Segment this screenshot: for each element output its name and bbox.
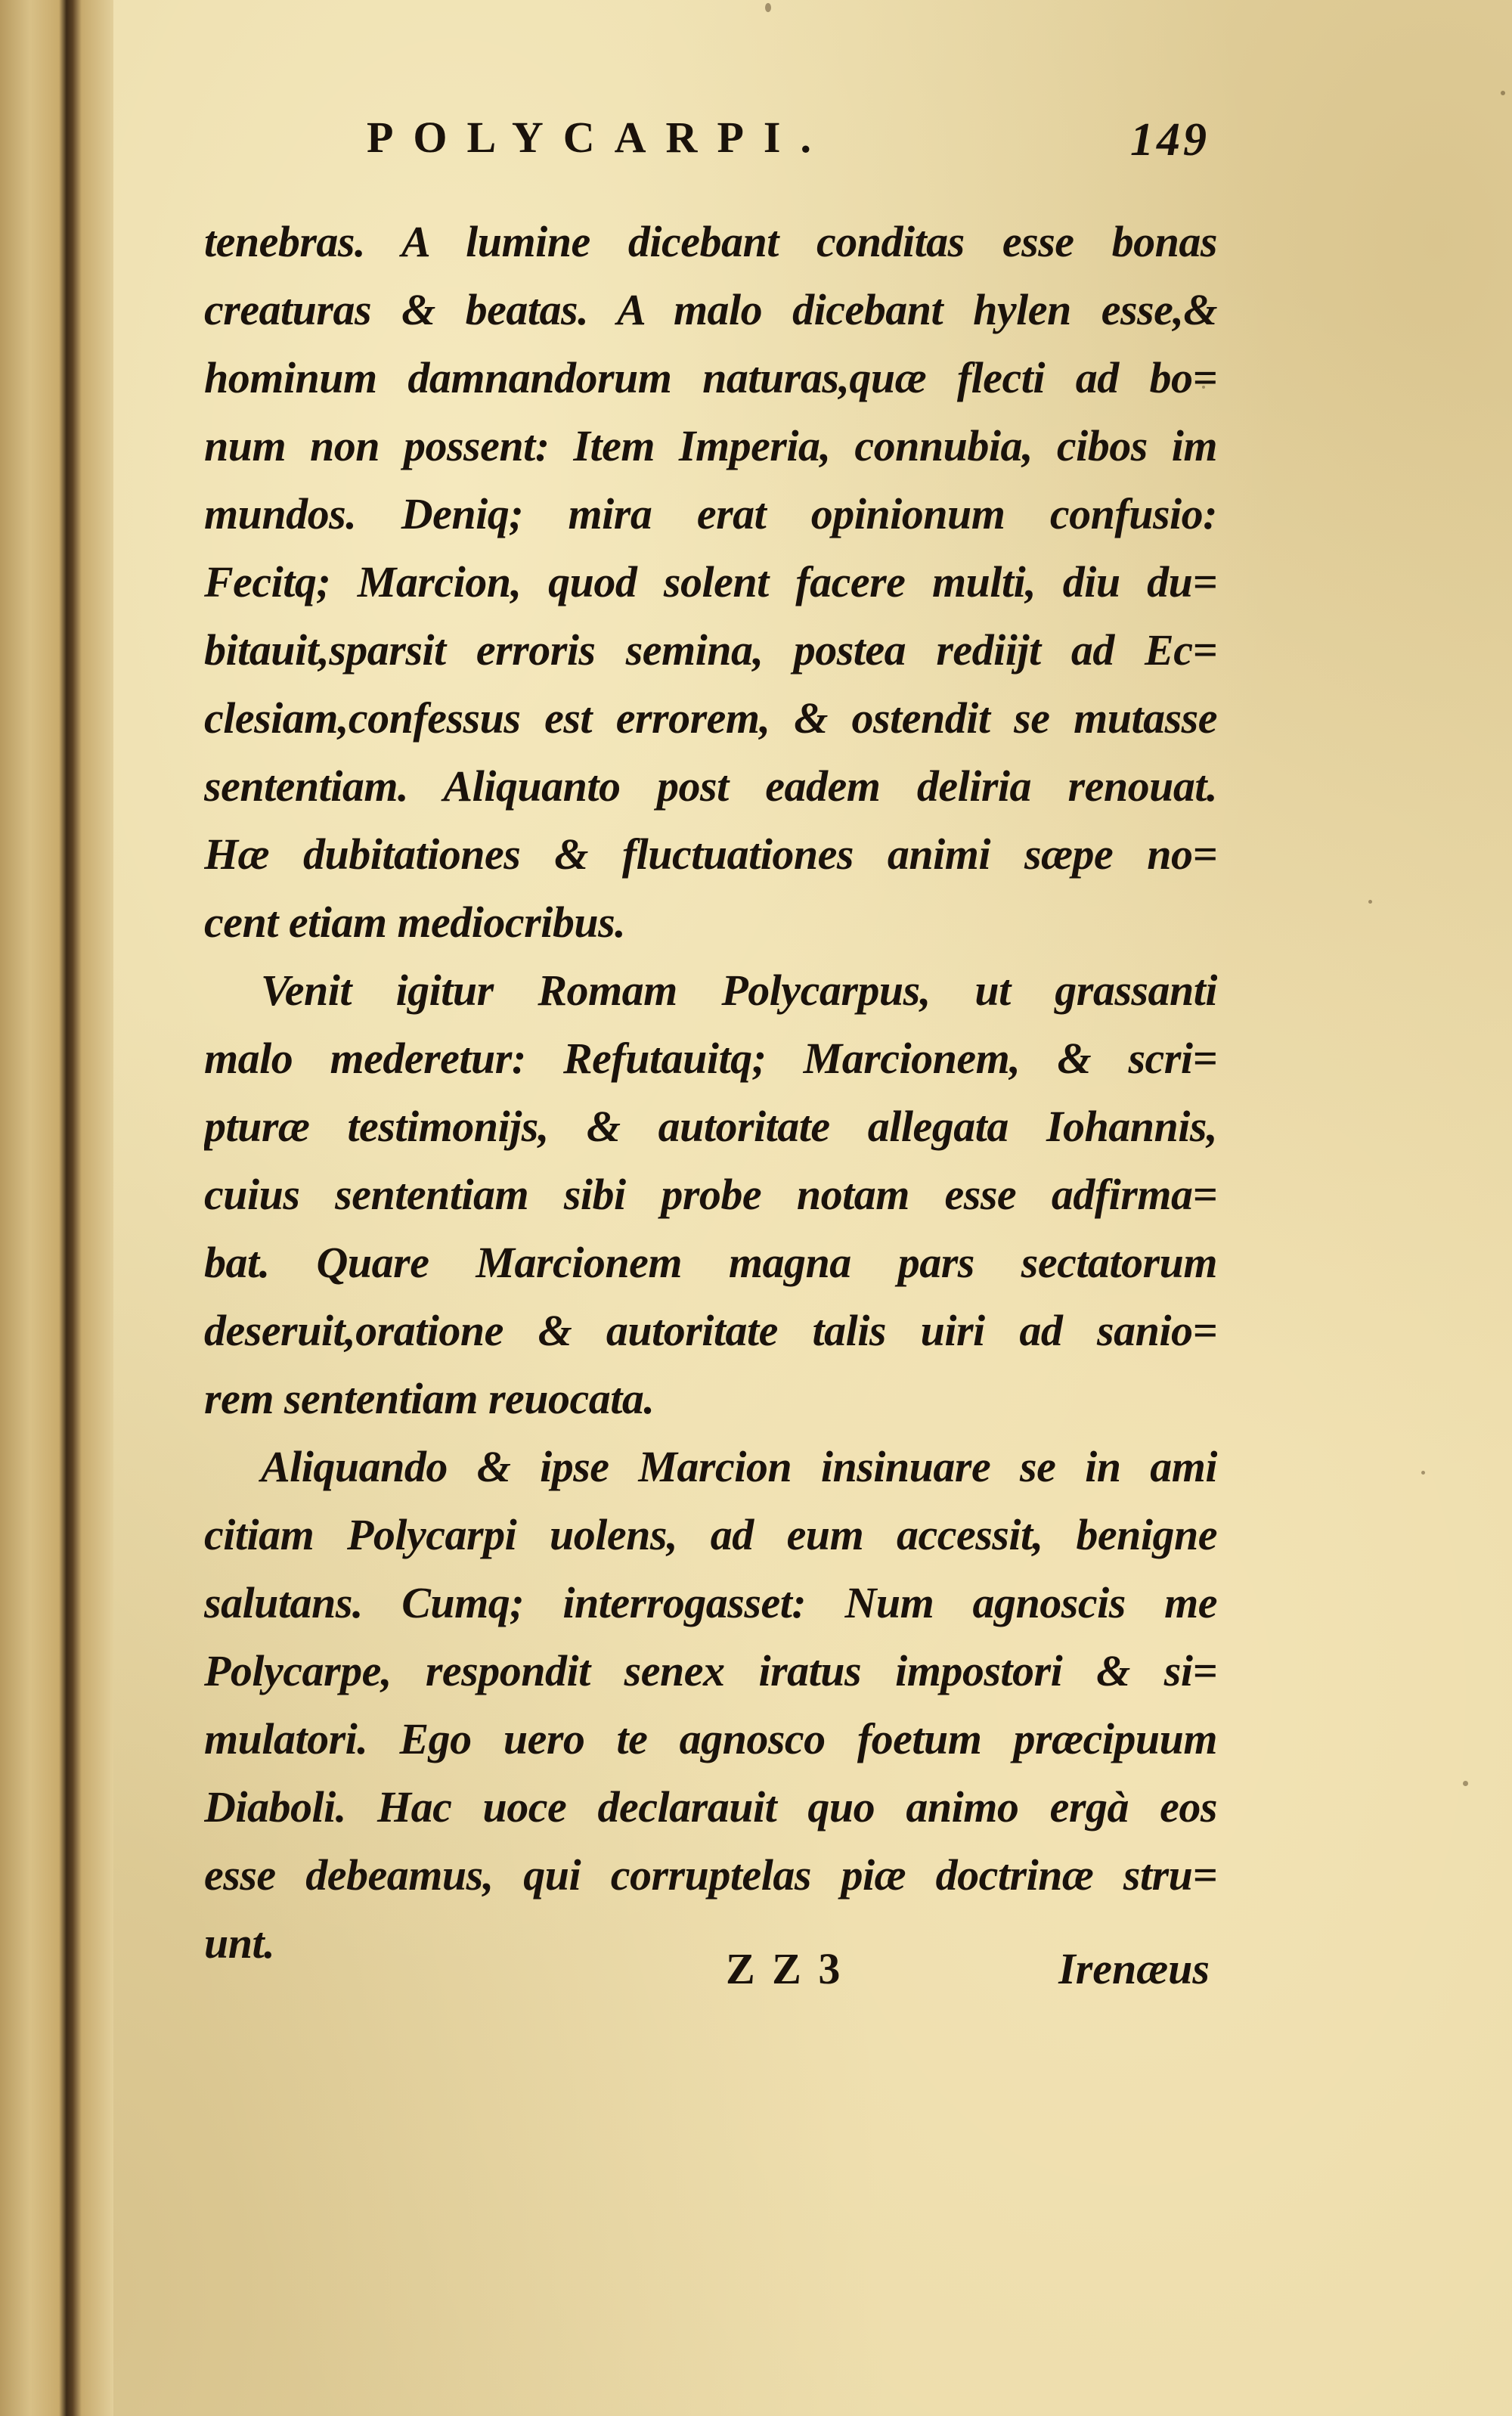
text-line: Diaboli. Hac uoce declarauit quo animo ergà eos bbox=[204, 1782, 1217, 1831]
paper-speck bbox=[1368, 900, 1372, 904]
text-line: rem sententiam reuocata. bbox=[204, 1374, 655, 1423]
text-line: hominum damnandorum naturas,quæ flecti ad bo= bbox=[204, 353, 1217, 402]
paper-speck bbox=[1501, 91, 1505, 95]
text-line: deseruit,oratione & autoritate talis uiri ad sanio= bbox=[204, 1306, 1217, 1355]
text-line: clesiam,confessus est errorem, & ostendit se mutasse bbox=[204, 693, 1217, 743]
running-title: POLYCARPI. bbox=[367, 113, 831, 162]
text-line: tenebras. A lumine dicebant conditas esse bonas bbox=[204, 217, 1217, 266]
text-line: cuius sententiam sibi probe notam esse adfirma= bbox=[204, 1170, 1217, 1219]
text-line: Hæ dubitationes & fluctuationes animi sæpe no= bbox=[204, 830, 1217, 879]
text-line: mundos. Deniq; mira erat opinionum confusio: bbox=[204, 489, 1217, 538]
text-line: salutans. Cumq; interrogasset: Num agnoscis me bbox=[204, 1578, 1217, 1627]
running-head bbox=[204, 112, 1217, 172]
page-number: 149 bbox=[1130, 114, 1210, 166]
page-footer bbox=[204, 1943, 1217, 2011]
text-line: Polycarpe, respondit senex iratus impostori & si= bbox=[204, 1646, 1217, 1695]
text-line: mulatori. Ego uero te agnosco foetum præcipuum bbox=[204, 1714, 1217, 1763]
signature-mark: Z Z 3 bbox=[726, 1944, 844, 1993]
book-page bbox=[204, 0, 1217, 2416]
text-line: bitauit,sparsit erroris semina, postea rediijt ad Ec= bbox=[204, 625, 1217, 675]
catchword: Irenæus bbox=[1058, 1944, 1210, 1993]
text-line: bat. Quare Marcionem magna pars sectatorum bbox=[204, 1238, 1217, 1287]
binding-gutter bbox=[0, 0, 113, 2416]
paper-speck bbox=[1463, 1781, 1468, 1786]
text-line: malo mederetur: Refutauitq; Marcionem, & scri= bbox=[204, 1034, 1217, 1083]
text-line: Fecitq; Marcion, quod solent facere multi, diu du= bbox=[204, 557, 1217, 606]
text-line: citiam Polycarpi uolens, ad eum accessit, benigne bbox=[204, 1510, 1217, 1559]
text-line: num non possent: Item Imperia, connubia, cibos im bbox=[204, 421, 1217, 470]
text-line: creaturas & beatas. A malo dicebant hylen esse,& bbox=[204, 285, 1217, 334]
text-line: cent etiam mediocribus. bbox=[204, 898, 626, 947]
paper-speck bbox=[1421, 1471, 1425, 1475]
text-line: Venit igitur Romam Polycarpus, ut grassanti bbox=[261, 966, 1217, 1015]
text-line: unt. bbox=[204, 1918, 275, 1968]
text-block bbox=[204, 208, 1217, 1977]
text-line: esse debeamus, qui corruptelas piæ doctrinæ stru= bbox=[204, 1850, 1217, 1900]
text-line: pturæ testimonijs, & autoritate allegata Iohannis, bbox=[204, 1102, 1217, 1151]
text-line: Aliquando & ipse Marcion insinuare se in ami bbox=[261, 1442, 1217, 1491]
text-line: sententiam. Aliquanto post eadem deliria renouat. bbox=[204, 761, 1217, 811]
